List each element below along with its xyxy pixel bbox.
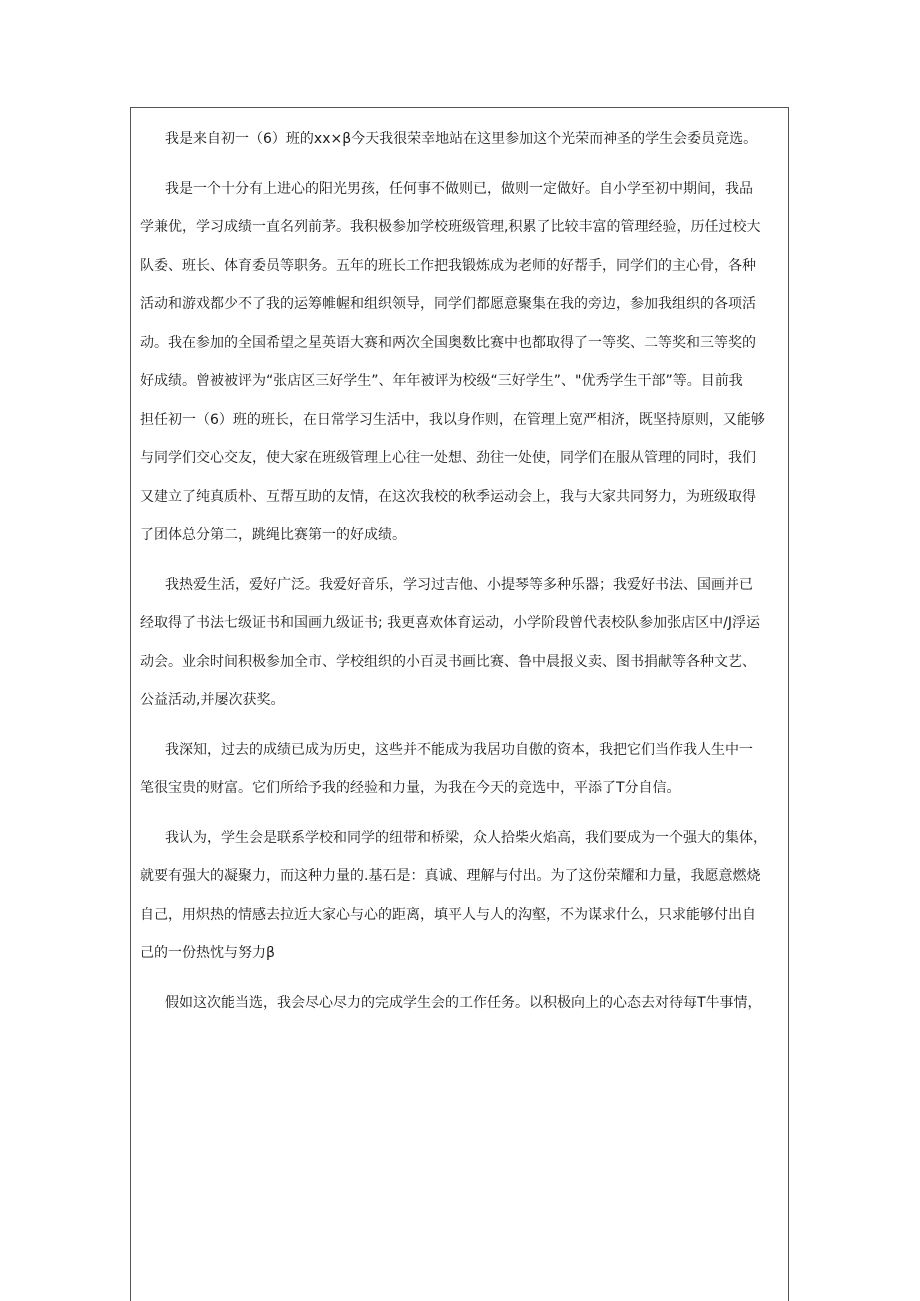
text-line: 我深知，过去的成绩已成为历史，这些并不能成为我居功自傲的资本，我把它们当作我人生中一 (165, 741, 753, 758)
text-line: 经取得了书法七级证书和国画九级证书; 我更喜欢体育运动，小学阶段曾代表校队参加张店区中/J浮运 (140, 615, 761, 631)
text-line: 笔很宝贵的财富。它们所给予我的经验和力量，为我在今天的竞选中，平添了T分自信。 (140, 780, 681, 796)
text-line: 自己，用炽热的情感去拉近大家心与心的距离，填平人与人的沟壑，不为谋求什么，只求能够付出自 (140, 906, 756, 923)
text-line: 动。我在参加的全国希望之星英语大赛和两次全国奥数比赛中也都取得了一等奖、二等奖和三等奖的 (140, 334, 756, 351)
text-line: 动会。业余时间积极参加全市、学校组织的小百灵书画比赛、鲁中晨报义卖、图书捐献等各种文艺、 (140, 653, 756, 670)
paragraph-intro (165, 120, 789, 159)
text-line: 又建立了纯真质朴、互帮互助的友情，在这次我校的秋季运动会上，我与大家共同努力，为班级取得 (140, 488, 756, 505)
text-line: 我热爱生活，爱好广泛。我爱好音乐，学习过吉他、小提琴等多种乐器；我爱好书法、国画并已 (165, 576, 753, 593)
text-line: 假如这次能当选，我会尽心尽力的完成学生会的工作任务。以积极向上的心态去对待每T牛事情， (165, 994, 762, 1011)
text-line: 活动和游戏都少不了我的运筹帷幄和组织领导，同学们都愿意聚集在我的旁边，参加我组织的各项活 (140, 296, 756, 312)
text-line: 好成绩。曾被被评为“张店区三好学生”、年年被评为校级“三好学生”、"优秀学生干部”等。目前我 (140, 373, 743, 389)
text-line: 就要有强大的凝聚力，而这种力量的.基石是：真诚、理解与付出。为了这份荣耀和力量，我愿意燃烧 (140, 868, 761, 884)
paragraph-student-union-view (140, 819, 789, 973)
paragraph-hobbies (140, 566, 789, 720)
text-line: 我是来自初一（6）班的xx×β今天我很荣幸地站在这里参加这个光荣而神圣的学生会委员竞选。 (165, 131, 758, 147)
text-line: 担任初一（6）班的班长，在日常学习生活中，我以身作则，在管理上宽严相济，既坚持原则，又能够 (140, 411, 765, 428)
document-body (140, 120, 789, 1022)
text-line: 我是一个十分有上进心的阳光男孩，任何事不做则已，做则一定做好。自小学至初中期间，我品 (165, 180, 753, 197)
paragraph-past-achievements (140, 731, 789, 808)
text-line: 公益活动,并屡次获奖。 (140, 692, 285, 708)
text-line: 队委、班长、体育委员等职务。五年的班长工作把我锻炼成为老师的好帮手，同学们的主心骨，各种 (140, 257, 756, 274)
text-line: 己的一份热忱与努力β (140, 945, 275, 961)
text-line: 我认为，学生会是联系学校和同学的纽带和桥梁，众人拾柴火焰高，我们要成为一个强大的集体， (165, 829, 767, 846)
paragraph-self-description (140, 170, 789, 555)
text-line: 与同学们交心交友，使大家在班级管理上心往一处想、劲往一处使，同学们在服从管理的同时，我们 (140, 450, 756, 466)
text-line: 学兼优，学习成绩一直名列前茅。我积极参加学校班级管理,积累了比较丰富的管理经验，历任过校大 (140, 219, 761, 235)
text-line: 了团体总分第二，跳绳比赛第一的好成绩。 (140, 527, 406, 543)
paragraph-commitment (165, 984, 789, 1023)
